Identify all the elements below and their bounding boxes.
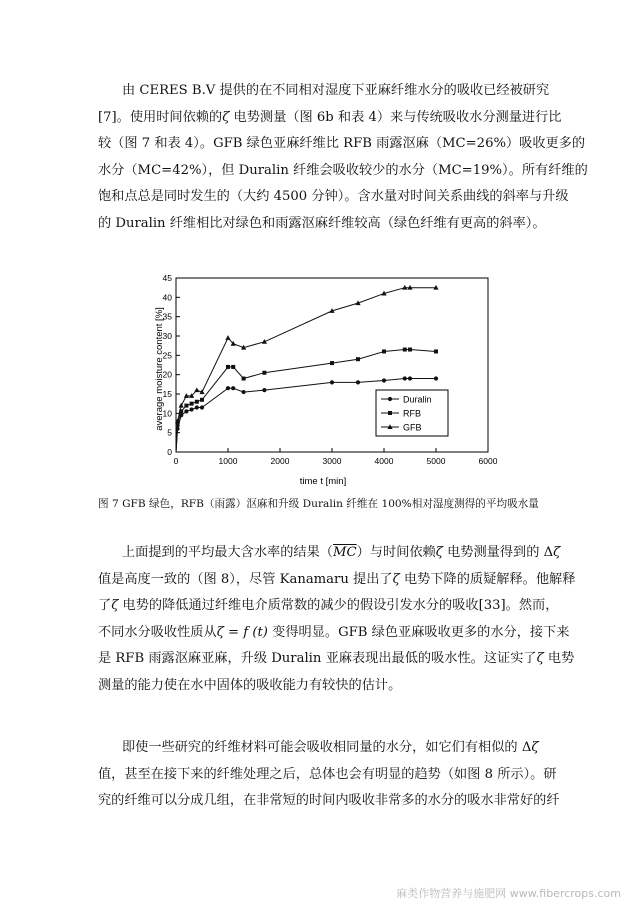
x-tick-label: 4000 [374,456,394,466]
p1-line-6: 的 Duralin 纤维相比对绿色和雨露沤麻纤维较高（绿色纤维有更高的斜率）。 [98,215,546,231]
y-tick-label: 35 [162,311,172,322]
data-point-duralin [184,409,188,413]
data-point-duralin [200,405,204,409]
watermark: 麻类作物营养与施肥网 www.fibercrops.com [396,887,621,900]
p3-line-3: 究的纤维可以分成几组，在非常短的时间内吸收非常多的水分的吸水非常好的纤 [98,793,560,809]
p1-line-1: 由 CERES B.V 提供的在不同相对湿度下亚麻纤维水分的吸收已经被研究 [122,83,550,98]
p2-line-2: 值是高度一致的（图 8），尽管 Kanamaru 提出了ζ 电势下降的质疑解释。他解释 [98,571,576,587]
data-point-rfb [403,348,407,352]
p2-line-1: 上面提到的平均最大含水率的结果$(\overline{MC})$与时间依赖ζ 电势测量得到的 Δζ [122,545,561,560]
data-point-rfb [200,398,204,402]
data-point-gfb [225,335,230,340]
moisture-chart [148,272,498,490]
legend-label-rfb: RFB [403,408,421,419]
y-axis-label: average moisture content [%] [154,307,165,431]
p2-line-6: 测量的能力使在水中固体的吸收能力有较快的估计。 [98,677,402,693]
x-tick-label: 0 [173,456,179,466]
data-point-duralin [195,405,199,409]
x-tick-label: 5000 [426,456,446,466]
data-point-rfb [242,377,246,381]
p2-line-5: 是 RFB 雨露沤麻亚麻，升级 Duralin 亚麻表现出最低的吸水性。这证实了ζ 电势 [98,651,575,667]
data-point-rfb [408,348,412,352]
figure-caption: 图 7 GFB 绿色，RFB（雨露）沤麻和升级 Duralin 纤维在 100%相对湿度测得的平均吸水量 [98,498,539,510]
p3-line-2: 值，甚至在接下来的纤维处理之后，总体也会有明显的趋势（如图 8 所示）。研 [98,766,557,782]
data-point-rfb [195,400,199,404]
data-point-duralin [382,378,386,382]
data-point-rfb [382,349,386,353]
y-tick-label: 5 [167,427,172,438]
y-tick-label: 0 [167,447,172,457]
data-point-rfb [356,357,360,361]
chart-legend [376,390,448,436]
data-point-duralin [434,376,438,380]
data-point-duralin [226,386,230,390]
data-point-duralin [330,380,334,384]
y-tick-label: 30 [162,331,172,341]
x-tick-label: 1000 [218,456,238,466]
data-point-duralin [242,390,246,394]
data-point-duralin [262,388,266,392]
data-point-rfb [190,402,194,406]
y-tick-label: 45 [162,273,172,283]
chart-axes [154,273,498,487]
paragraph-1 [98,78,588,238]
data-point-duralin [190,407,194,411]
data-point-rfb [226,365,230,369]
data-point-rfb [330,361,334,365]
paragraph-3 [98,735,560,815]
p1-line-2: [7]。使用时间依赖的ζ 电势测量（图 6b 和表 4）来与传统吸收水分测量进行比 [98,109,562,125]
p2-line-3: 了ζ 电势的降低通过纤维电介质常数的减少的假设引发水分的吸收[33]。然而， [98,598,559,614]
y-tick-label: 25 [162,350,172,361]
y-tick-label: 15 [162,389,172,399]
y-tick-label: 20 [162,369,172,380]
data-point-duralin [408,376,412,380]
data-point-rfb [184,404,188,408]
data-point-rfb [434,349,438,353]
y-tick-label: 10 [162,408,172,419]
p2-line-4: 不同水分吸收性质从ζ = f (t) 变得明显。GFB 绿色亚麻吸收更多的水分，接下来 [98,624,570,640]
paragraph-2 [98,540,576,700]
data-point-gfb [194,387,199,392]
p1-line-4: 水分（MC=42%），但 Duralin 纤维会吸收较少的水分（MC=19%）。所有纤维的 [98,162,588,178]
data-point-rfb [231,365,235,369]
data-point-rfb [262,371,266,375]
x-tick-label: 2000 [270,456,290,466]
p3-line-1: 即使一些研究的纤维材料可能会吸收相同量的水分，如它们有相似的 Δζ [122,740,539,755]
legend-label-duralin: Duralin [403,394,432,405]
legend-marker-duralin [388,397,392,401]
data-point-duralin [403,376,407,380]
y-tick-label: 40 [162,292,172,303]
data-point-duralin [231,386,235,390]
legend-label-gfb: GFB [403,422,422,433]
p1-line-5: 饱和点总是同时发生的（大约 4500 分钟）。含水量对时间关系曲线的斜率与升级 [98,189,569,205]
data-point-duralin [356,380,360,384]
legend-marker-rfb [388,411,392,415]
x-tick-label: 3000 [322,456,342,466]
x-tick-label: 6000 [478,456,498,466]
data-point-gfb [179,403,184,408]
p1-line-3: 较（图 7 和表 4）。GFB 绿色亚麻纤维比 RFB 雨露沤麻（MC=26%）吸收更多的 [98,136,586,152]
x-axis-label: time t [min] [299,476,347,487]
